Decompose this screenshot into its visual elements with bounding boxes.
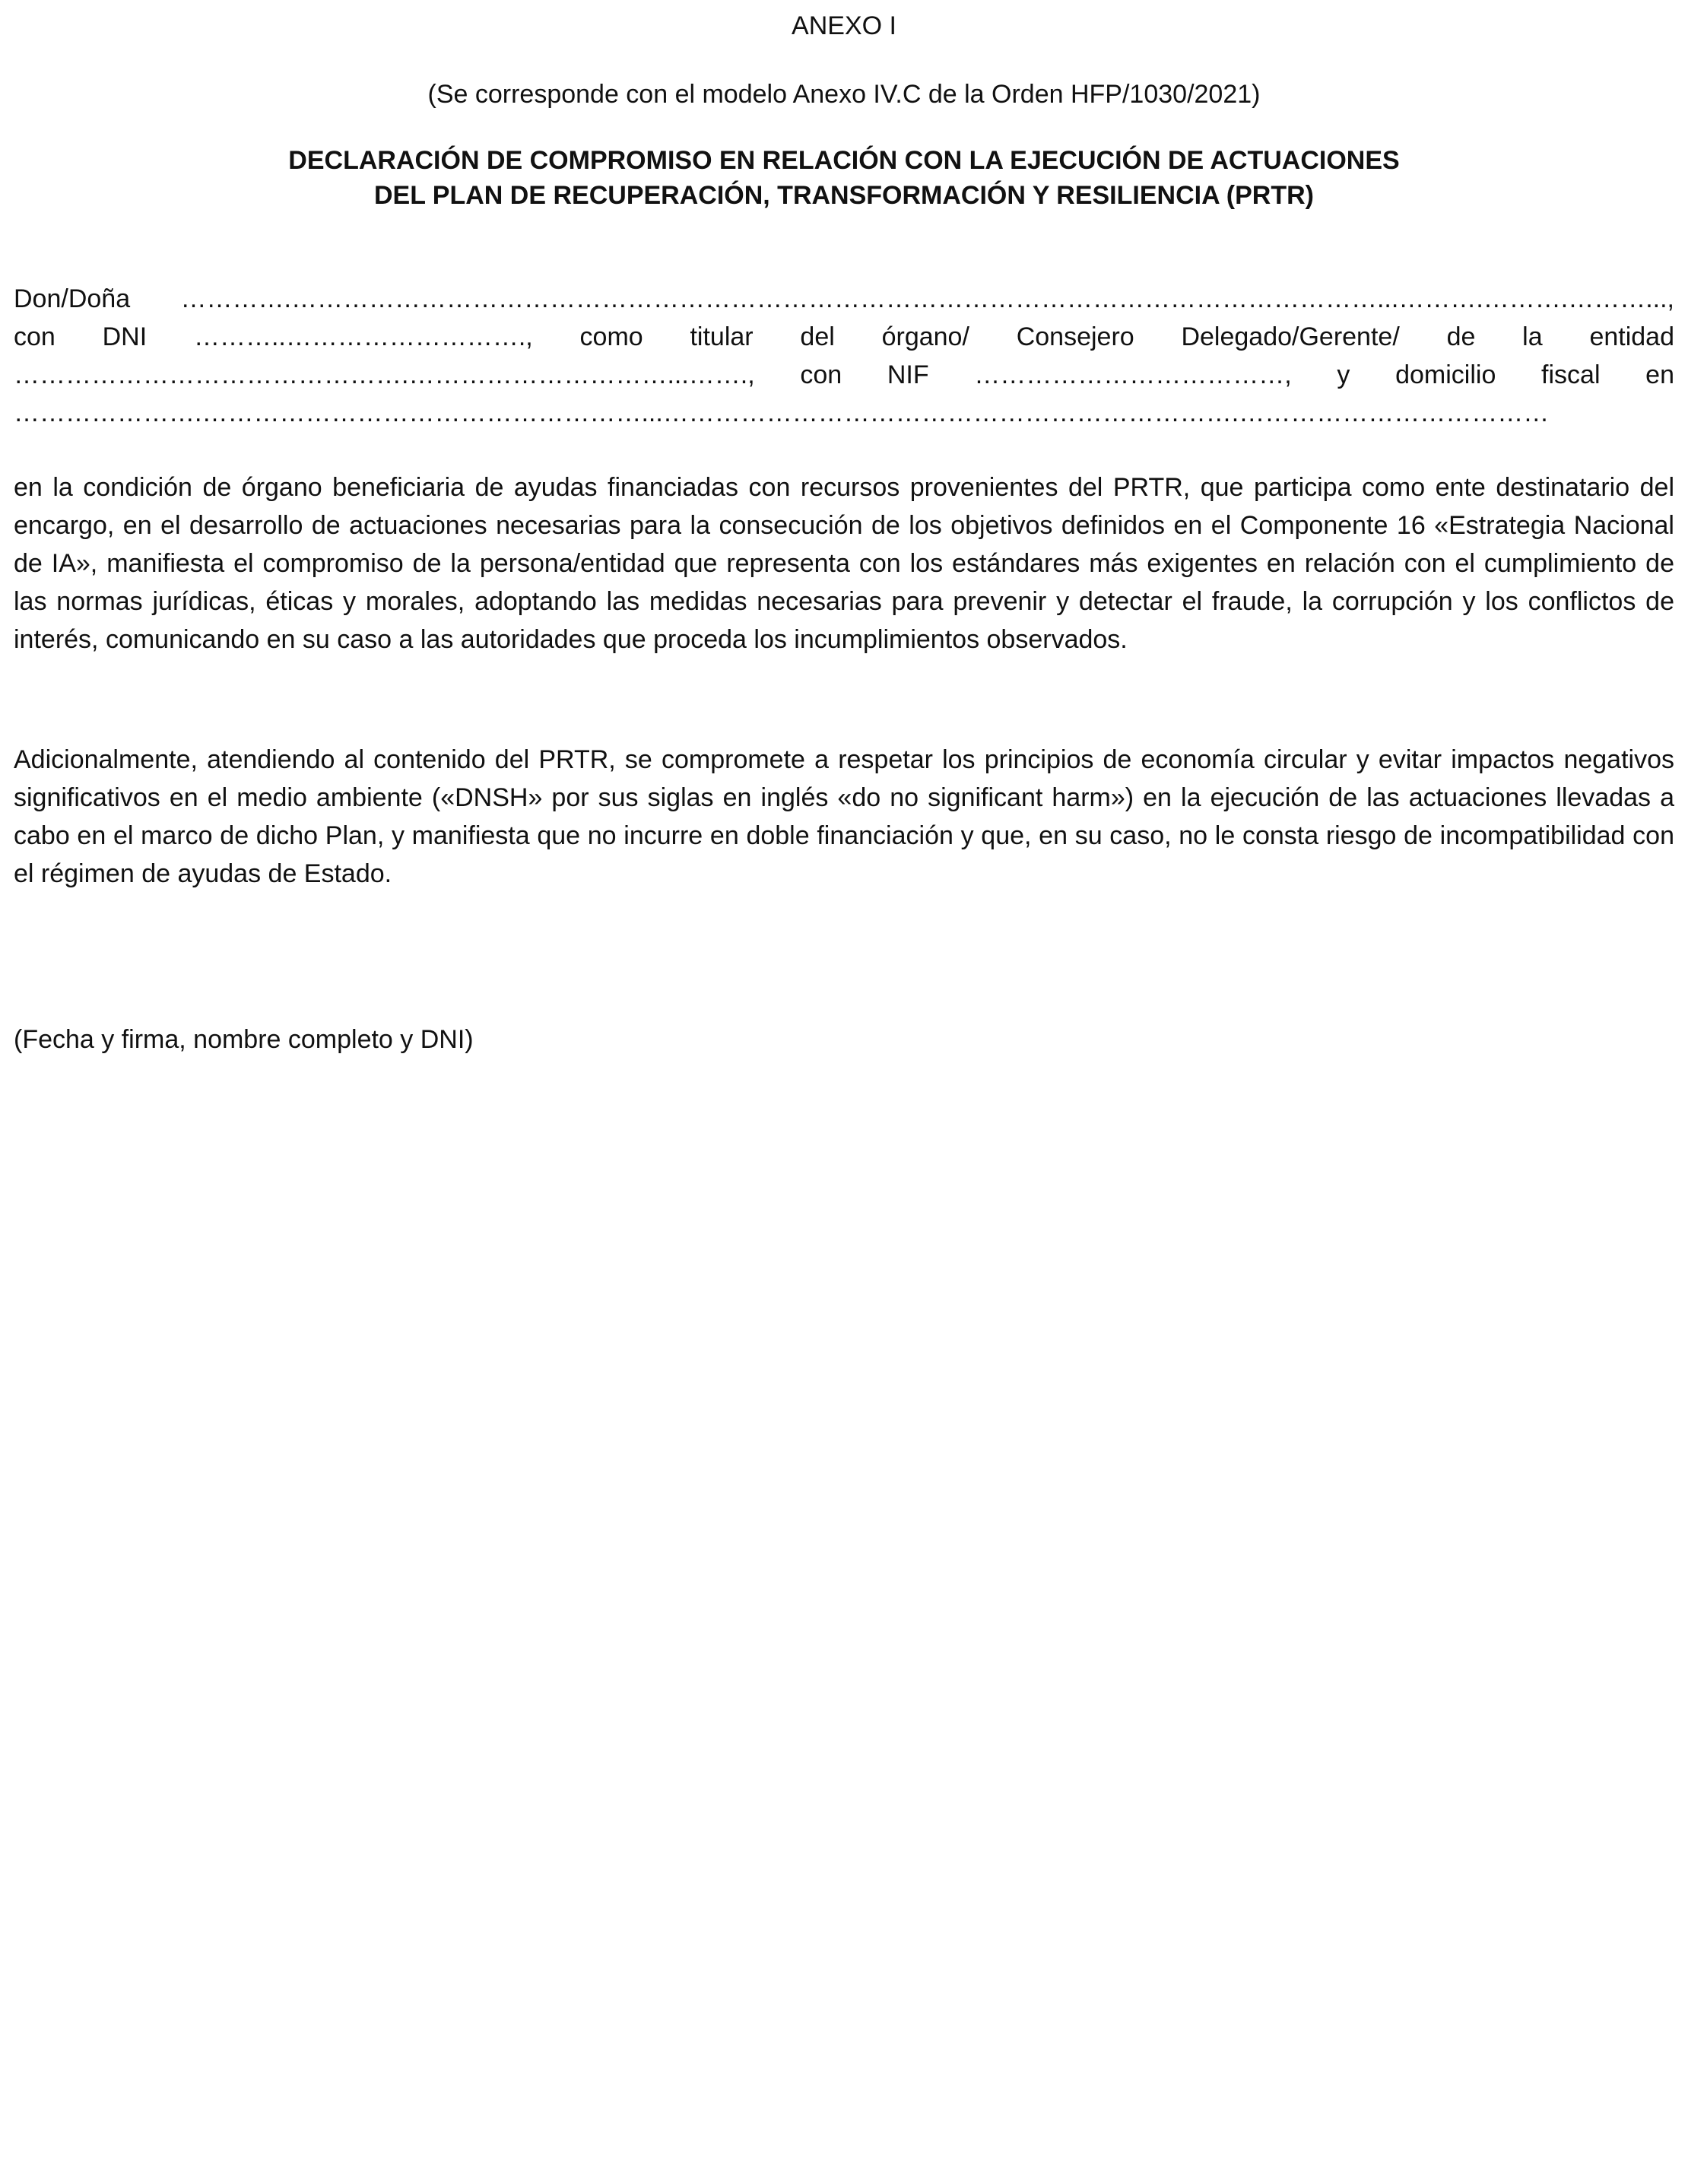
- dni-fill-line: con DNI ………..………………………., como titular del órgano/ Consejero Delegado/Gerente/ de la entidad: [14, 322, 1674, 351]
- dnsh-paragraph: [14, 741, 1674, 893]
- dnsh-text: Adicionalmente, atendiendo al contenido del PRTR, se compromete a respetar los principios de economía circular y evitar impactos negativos significativos en el medio ambiente («DNSH» por sus siglas en inglés «do no significant harm») en la ejecución de las actuaciones llevadas a cabo en el marco de dicho Plan, y manifiesta que no incurre en doble financiación y que, en su caso, no le consta riesgo de incompatibilidad con el régimen de ayudas de Estado.: [14, 745, 1674, 888]
- declaration-title: [0, 143, 1688, 213]
- nif-fill-line: ……………………………………….…………………………...……., con NIF ………………………………, y domicilio fiscal en: [14, 360, 1674, 389]
- declarant-fields: [14, 280, 1674, 432]
- declaration-title-line2: DEL PLAN DE RECUPERACIÓN, TRANSFORMACIÓN Y RESILIENCIA (PRTR): [373, 181, 1315, 210]
- signature-note: (Fecha y firma, nombre completo y DNI): [14, 1025, 474, 1054]
- annex-correspondence: (Se corresponde con el modelo Anexo IV.C de la Orden HFP/1030/2021): [427, 80, 1261, 109]
- name-fill-line: Don/Doña ………….………………………………………………………………………………………………………………...……….……….………...,: [14, 284, 1674, 313]
- declaration-title-line1: DECLARACIÓN DE COMPROMISO EN RELACIÓN CON LA EJECUCIÓN DE ACTUACIONES: [288, 146, 1400, 175]
- annex-title: ANEXO I: [792, 11, 896, 40]
- address-fill-line: ………………….……………………………………………...………………………………………………………….………………………………: [14, 398, 1550, 427]
- commitment-paragraph: [14, 468, 1674, 659]
- commitment-text: en la condición de órgano beneficiaria de ayudas financiadas con recursos provenientes del PRTR, que participa como ente destinatario del encargo, en el desarrollo de actuaciones necesarias para la consecución de los objetivos definidos en el Componente 16 «Estrategia Nacional de IA», manifiesta el compromiso de la persona/entidad que representa con los estándares más exigentes en relación con el cumplimiento de las normas jurídicas, éticas y morales, adoptando las medidas necesarias para prevenir y detectar el fraude, la corrupción y los conflictos de interés, comunicando en su caso a las autoridades que proceda los incumplimientos observados.: [14, 473, 1674, 654]
